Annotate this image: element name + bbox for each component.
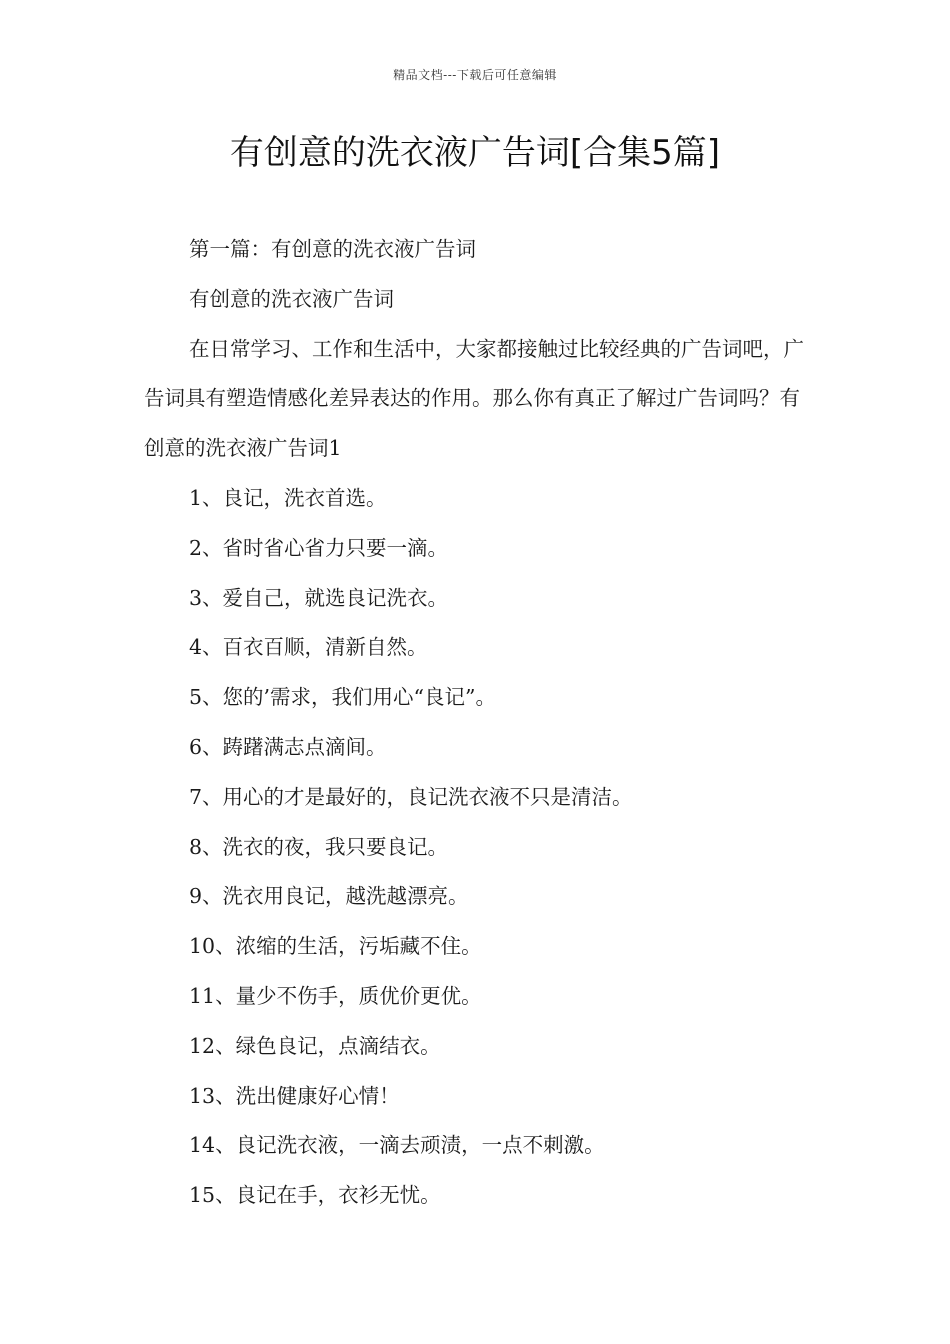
list-item: 10、浓缩的生活，污垢藏不住。 [189, 934, 482, 959]
list-item: 6、踌躇满志点滴间。 [189, 734, 387, 759]
list-item: 13、洗出健康好心情！ [189, 1083, 400, 1108]
section-heading: 第一篇：有创意的洗衣液广告词 [189, 237, 476, 261]
document-title: 有创意的洗衣液广告词[合集5篇] [229, 133, 721, 173]
list-item: 7、用心的才是最好的，良记洗衣液不只是清洁。 [189, 784, 633, 809]
page-header-note: 精品文档---下载后可任意编辑 [393, 68, 557, 82]
list-item: 9、洗衣用良记，越洗越漂亮。 [189, 884, 469, 909]
list-item: 4、百衣百顺，清新自然。 [189, 635, 428, 660]
list-item: 14、良记洗衣液，一滴去顽渍，一点不刺激。 [189, 1133, 605, 1158]
list-item: 12、绿色良记，点滴结衣。 [189, 1033, 441, 1058]
list-item: 11、量少不伤手，质优价更优。 [189, 983, 482, 1008]
subheading: 有创意的洗衣液广告词 [189, 286, 394, 311]
list-item: 2、省时省心省力只要一滴。 [189, 535, 449, 560]
list-item: 15、良记在手，衣衫无忧。 [189, 1183, 441, 1208]
list-item: 1、良记，洗衣首选。 [189, 485, 387, 510]
document-body [144, 225, 809, 1221]
list-item: 8、洗衣的夜，我只要良记。 [189, 834, 449, 859]
list-item: 5、您的’需求，我们用心“良记”。 [189, 685, 497, 710]
list-item: 3、爱自己，就选良记洗衣。 [189, 585, 449, 610]
intro-paragraph: 在日常学习、工作和生活中，大家都接触过比较经典的广告词吧，广告词具有塑造情感化差异表达的作用。那么你有真正了解过广告词吗？有创意的洗衣液广告词1 [144, 336, 804, 461]
